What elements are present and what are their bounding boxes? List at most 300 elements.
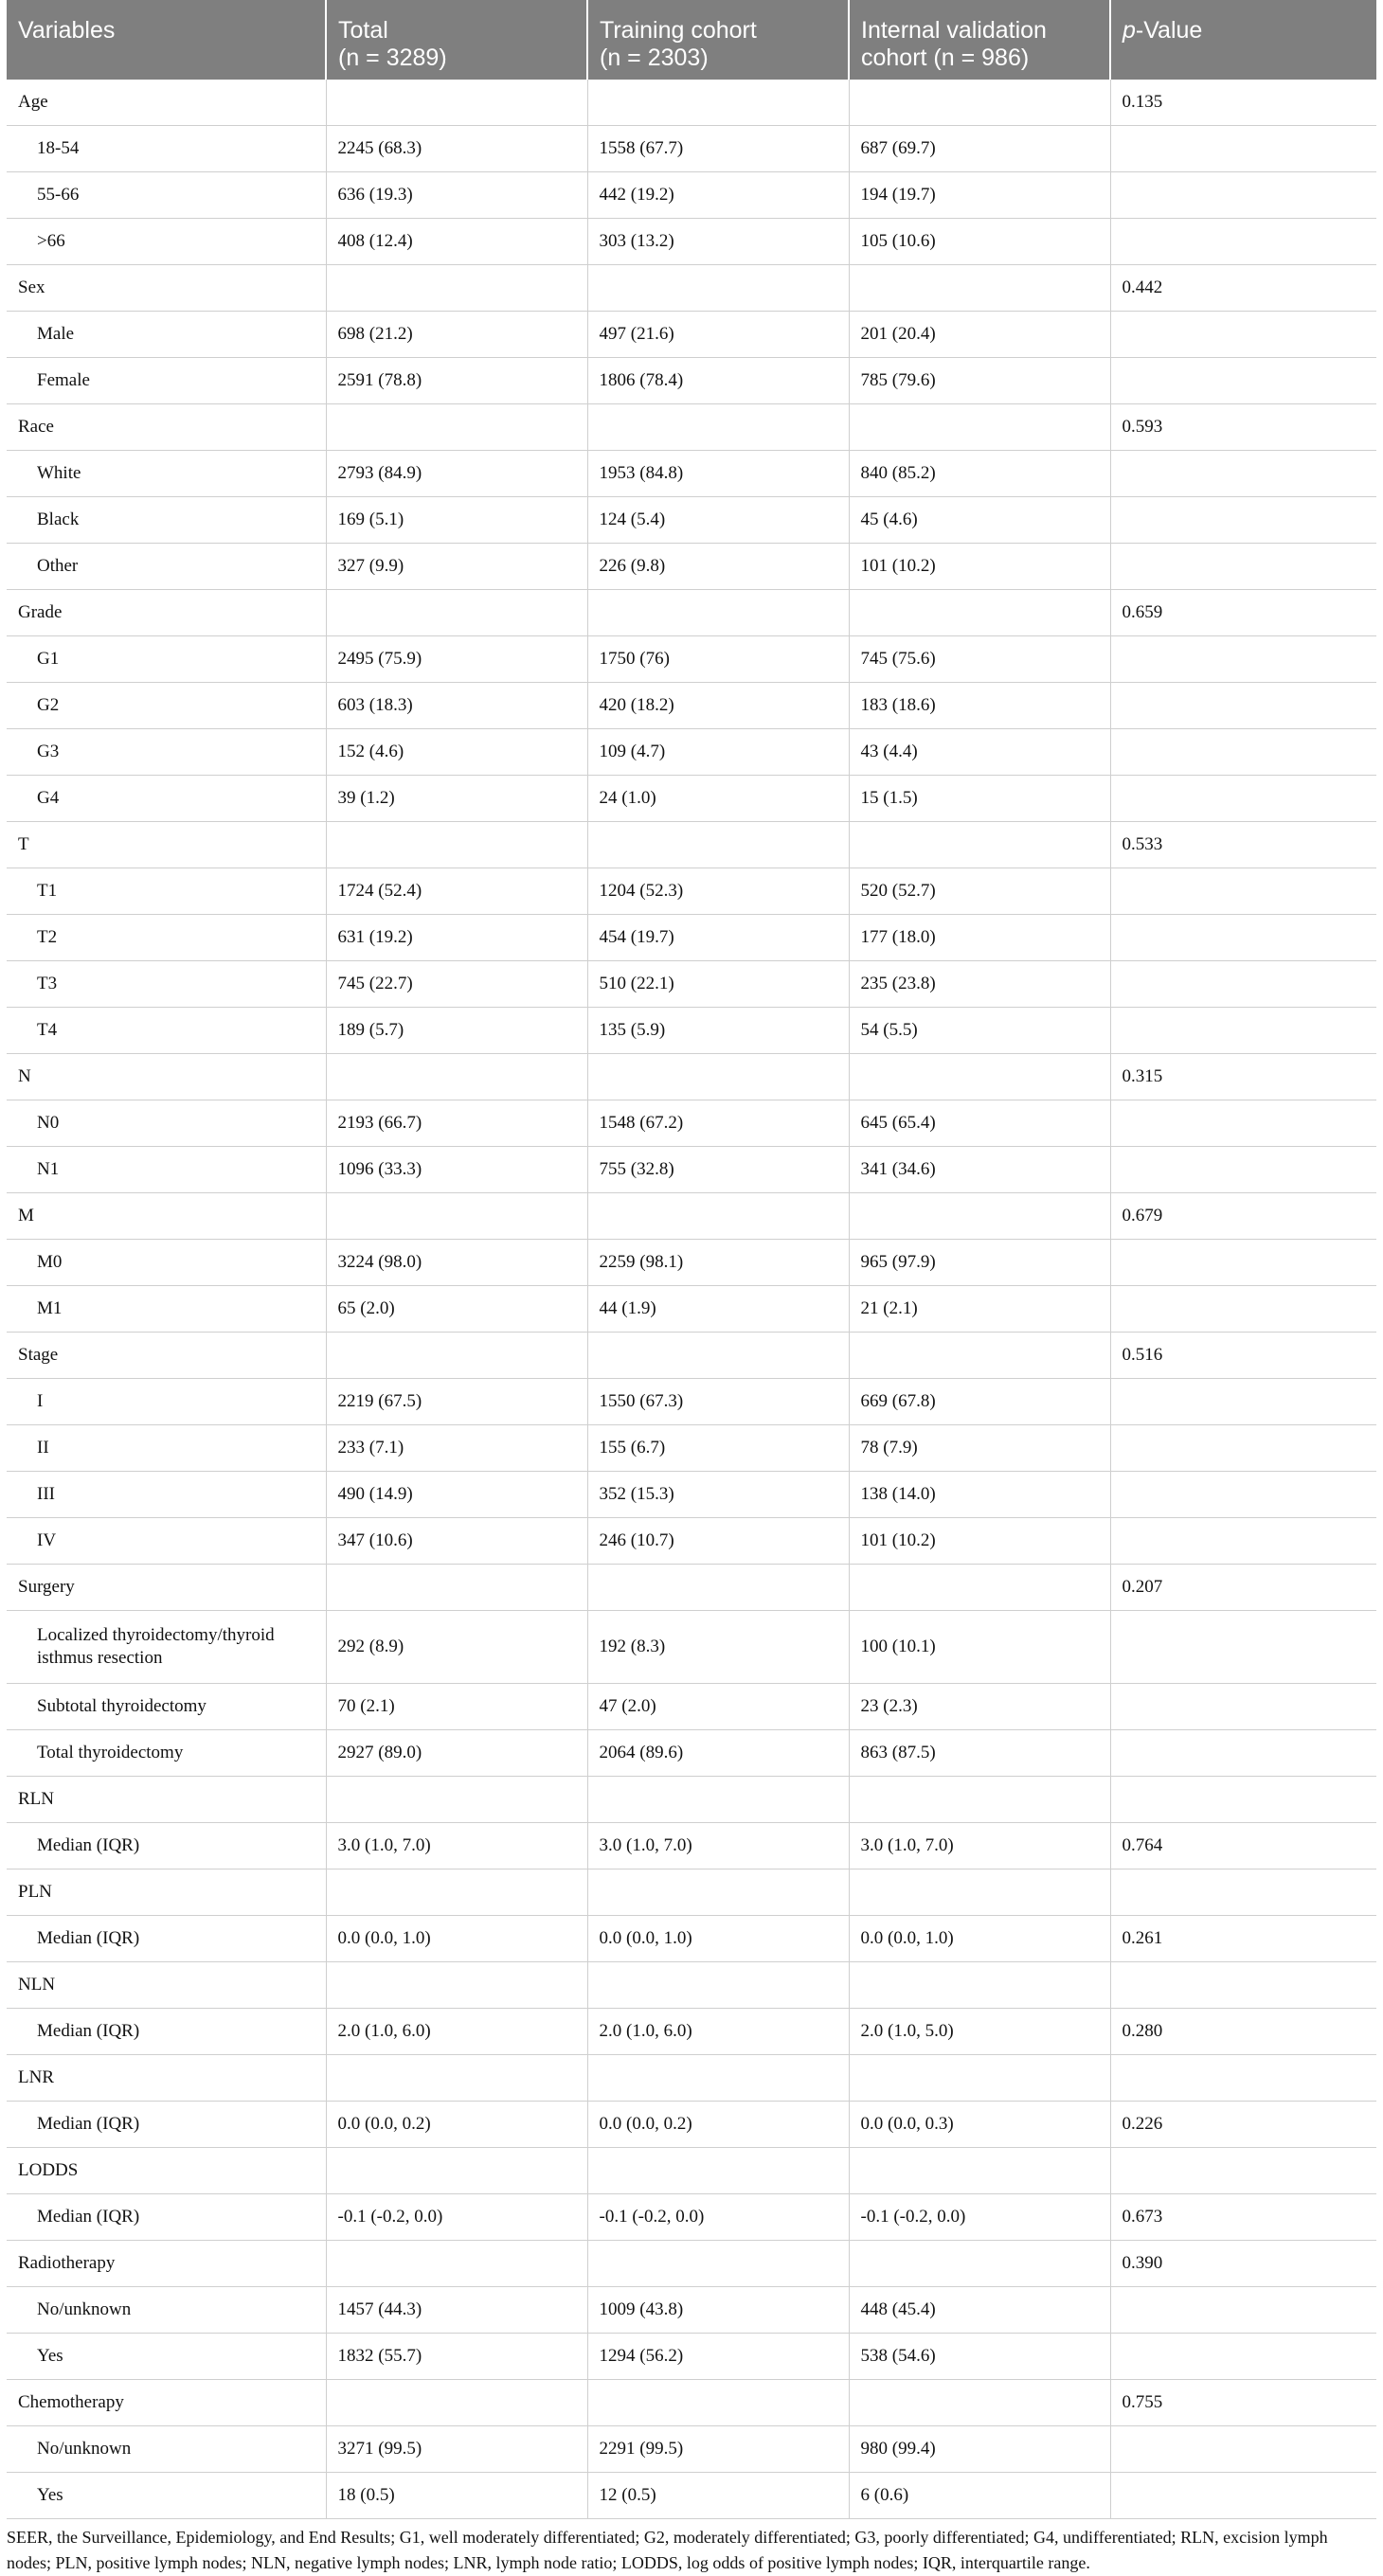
table-row <box>7 1730 1376 1777</box>
training-cell: 1806 (78.4) <box>587 358 849 404</box>
total-cell <box>326 80 587 126</box>
validation-cell: 54 (5.5) <box>849 1008 1110 1054</box>
row-label-cell: Median (IQR) <box>7 2194 326 2241</box>
validation-cell <box>849 265 1110 312</box>
p-value-cell: 0.442 <box>1110 265 1376 312</box>
row-label-cell: Stage <box>7 1333 326 1379</box>
training-cell <box>587 2148 849 2194</box>
row-label-cell: NLN <box>7 1962 326 2009</box>
total-cell: 347 (10.6) <box>326 1518 587 1565</box>
p-value-cell <box>1110 1472 1376 1518</box>
p-value-cell <box>1110 868 1376 915</box>
row-label-cell: II <box>7 1425 326 1472</box>
training-cell: 454 (19.7) <box>587 915 849 961</box>
validation-cell <box>849 590 1110 636</box>
training-cell: 2259 (98.1) <box>587 1240 849 1286</box>
row-label-cell: Median (IQR) <box>7 1823 326 1869</box>
training-cell: 47 (2.0) <box>587 1684 849 1730</box>
training-cell: 192 (8.3) <box>587 1611 849 1684</box>
validation-cell: 785 (79.6) <box>849 358 1110 404</box>
training-cell <box>587 2241 849 2287</box>
p-value-cell: 0.261 <box>1110 1916 1376 1962</box>
row-label-cell: Male <box>7 312 326 358</box>
row-label-cell: M <box>7 1193 326 1240</box>
training-cell: 510 (22.1) <box>587 961 849 1008</box>
training-cell <box>587 1054 849 1100</box>
row-label-cell: T4 <box>7 1008 326 1054</box>
header-total-label: Total <box>338 17 388 44</box>
total-cell: 70 (2.1) <box>326 1684 587 1730</box>
p-value-cell <box>1110 1518 1376 1565</box>
validation-cell: 138 (14.0) <box>849 1472 1110 1518</box>
table-row <box>7 1684 1376 1730</box>
table-row <box>7 451 1376 497</box>
validation-cell: 21 (2.1) <box>849 1286 1110 1333</box>
validation-cell: 840 (85.2) <box>849 451 1110 497</box>
total-cell: 292 (8.9) <box>326 1611 587 1684</box>
p-value-cell <box>1110 2473 1376 2519</box>
row-label-cell: IV <box>7 1518 326 1565</box>
row-label-cell: M0 <box>7 1240 326 1286</box>
row-label-cell: T1 <box>7 868 326 915</box>
header-training-label: Training cohort <box>600 17 757 44</box>
validation-cell: 645 (65.4) <box>849 1100 1110 1147</box>
row-label-cell: T <box>7 822 326 868</box>
header-training-n: (n = 2303) <box>600 45 709 71</box>
p-value-cell: 0.764 <box>1110 1823 1376 1869</box>
header-total-n: (n = 3289) <box>338 45 447 71</box>
total-cell: 631 (19.2) <box>326 915 587 961</box>
row-label-cell: Race <box>7 404 326 451</box>
p-value-cell <box>1110 636 1376 683</box>
training-cell: 352 (15.3) <box>587 1472 849 1518</box>
total-cell: 2793 (84.9) <box>326 451 587 497</box>
total-cell: -0.1 (-0.2, 0.0) <box>326 2194 587 2241</box>
p-value-cell <box>1110 2334 1376 2380</box>
total-cell: 603 (18.3) <box>326 683 587 729</box>
total-cell <box>326 2148 587 2194</box>
row-label-cell: G3 <box>7 729 326 776</box>
p-value-cell <box>1110 1684 1376 1730</box>
table-row <box>7 683 1376 729</box>
table-row <box>7 915 1376 961</box>
total-cell <box>326 404 587 451</box>
validation-cell: 201 (20.4) <box>849 312 1110 358</box>
row-label-cell: G1 <box>7 636 326 683</box>
row-label-cell: Total thyroidectomy <box>7 1730 326 1777</box>
validation-cell: 3.0 (1.0, 7.0) <box>849 1823 1110 1869</box>
total-cell: 2193 (66.7) <box>326 1100 587 1147</box>
validation-cell <box>849 404 1110 451</box>
validation-cell: 687 (69.7) <box>849 126 1110 172</box>
validation-cell <box>849 1193 1110 1240</box>
total-cell <box>326 1193 587 1240</box>
row-label-cell: Median (IQR) <box>7 2009 326 2055</box>
training-cell <box>587 1777 849 1823</box>
validation-cell: -0.1 (-0.2, 0.0) <box>849 2194 1110 2241</box>
total-cell <box>326 1054 587 1100</box>
training-cell: 442 (19.2) <box>587 172 849 219</box>
row-label-cell: N0 <box>7 1100 326 1147</box>
row-label-cell: LNR <box>7 2055 326 2102</box>
table-row <box>7 1286 1376 1333</box>
row-label-cell: RLN <box>7 1777 326 1823</box>
header-p-value <box>1110 0 1376 80</box>
validation-cell: 448 (45.4) <box>849 2287 1110 2334</box>
row-label-cell: Sex <box>7 265 326 312</box>
p-value-cell <box>1110 2426 1376 2473</box>
table-row <box>7 1240 1376 1286</box>
validation-cell <box>849 2148 1110 2194</box>
total-cell: 0.0 (0.0, 1.0) <box>326 1916 587 1962</box>
p-value-cell: 0.516 <box>1110 1333 1376 1379</box>
validation-cell: 980 (99.4) <box>849 2426 1110 2473</box>
total-cell: 1724 (52.4) <box>326 868 587 915</box>
validation-cell <box>849 1777 1110 1823</box>
row-label-cell: PLN <box>7 1869 326 1916</box>
total-cell: 636 (19.3) <box>326 172 587 219</box>
p-value-cell <box>1110 1379 1376 1425</box>
p-value-cell: 0.673 <box>1110 2194 1376 2241</box>
total-cell: 408 (12.4) <box>326 219 587 265</box>
p-value-cell <box>1110 2287 1376 2334</box>
total-cell: 2591 (78.8) <box>326 358 587 404</box>
table-row <box>7 2102 1376 2148</box>
training-cell: 109 (4.7) <box>587 729 849 776</box>
header-total <box>326 0 587 80</box>
validation-cell: 101 (10.2) <box>849 1518 1110 1565</box>
table-row <box>7 126 1376 172</box>
total-cell: 2219 (67.5) <box>326 1379 587 1425</box>
table-row <box>7 312 1376 358</box>
total-cell: 18 (0.5) <box>326 2473 587 2519</box>
p-value-cell <box>1110 497 1376 544</box>
p-value-cell: 0.593 <box>1110 404 1376 451</box>
total-cell <box>326 265 587 312</box>
header-validation-n: cohort (n = 986) <box>861 45 1030 71</box>
table-row <box>7 1565 1376 1611</box>
row-label-cell: I <box>7 1379 326 1425</box>
training-cell: 1550 (67.3) <box>587 1379 849 1425</box>
training-cell: 12 (0.5) <box>587 2473 849 2519</box>
training-cell: 246 (10.7) <box>587 1518 849 1565</box>
training-cell: 755 (32.8) <box>587 1147 849 1193</box>
total-cell <box>326 1565 587 1611</box>
table-row <box>7 1333 1376 1379</box>
training-cell <box>587 822 849 868</box>
row-label-cell: No/unknown <box>7 2426 326 2473</box>
row-label-cell: Yes <box>7 2334 326 2380</box>
table-row <box>7 1100 1376 1147</box>
training-cell: 44 (1.9) <box>587 1286 849 1333</box>
training-cell: 3.0 (1.0, 7.0) <box>587 1823 849 1869</box>
table-row <box>7 1962 1376 2009</box>
p-value-cell <box>1110 776 1376 822</box>
validation-cell: 194 (19.7) <box>849 172 1110 219</box>
p-value-cell <box>1110 915 1376 961</box>
total-cell: 3271 (99.5) <box>326 2426 587 2473</box>
row-label-cell: Other <box>7 544 326 590</box>
table-row <box>7 2055 1376 2102</box>
validation-cell: 45 (4.6) <box>849 497 1110 544</box>
validation-cell: 105 (10.6) <box>849 219 1110 265</box>
table-row <box>7 2287 1376 2334</box>
table-container <box>7 0 1376 2576</box>
table-row <box>7 1823 1376 1869</box>
table-row <box>7 2380 1376 2426</box>
training-cell: 303 (13.2) <box>587 219 849 265</box>
p-value-cell: 0.533 <box>1110 822 1376 868</box>
table-row <box>7 544 1376 590</box>
p-value-cell <box>1110 1100 1376 1147</box>
validation-cell <box>849 80 1110 126</box>
validation-cell <box>849 2241 1110 2287</box>
total-cell <box>326 1333 587 1379</box>
row-label-cell: LODDS <box>7 2148 326 2194</box>
training-cell <box>587 1962 849 2009</box>
validation-cell: 101 (10.2) <box>849 544 1110 590</box>
training-cell <box>587 80 849 126</box>
validation-cell <box>849 1333 1110 1379</box>
baseline-characteristics-table <box>7 0 1376 2519</box>
validation-cell <box>849 1054 1110 1100</box>
p-value-cell: 0.679 <box>1110 1193 1376 1240</box>
table-row <box>7 2148 1376 2194</box>
header-variables <box>7 0 326 80</box>
p-value-cell: 0.135 <box>1110 80 1376 126</box>
total-cell: 2927 (89.0) <box>326 1730 587 1777</box>
p-value-cell <box>1110 1425 1376 1472</box>
p-value-cell <box>1110 172 1376 219</box>
table-row <box>7 2426 1376 2473</box>
p-value-cell: 0.226 <box>1110 2102 1376 2148</box>
validation-cell: 0.0 (0.0, 1.0) <box>849 1916 1110 1962</box>
table-row <box>7 590 1376 636</box>
training-cell <box>587 2380 849 2426</box>
training-cell: 0.0 (0.0, 1.0) <box>587 1916 849 1962</box>
table-row <box>7 1611 1376 1684</box>
validation-cell: 78 (7.9) <box>849 1425 1110 1472</box>
training-cell <box>587 1869 849 1916</box>
header-validation <box>849 0 1110 80</box>
header-validation-label: Internal validation <box>861 17 1047 44</box>
row-label-cell: Chemotherapy <box>7 2380 326 2426</box>
training-cell: 1750 (76) <box>587 636 849 683</box>
row-label-cell: III <box>7 1472 326 1518</box>
header-p-prefix: p <box>1123 17 1136 44</box>
p-value-cell <box>1110 219 1376 265</box>
total-cell: 169 (5.1) <box>326 497 587 544</box>
table-row <box>7 2241 1376 2287</box>
row-label-cell: Grade <box>7 590 326 636</box>
table-row <box>7 2009 1376 2055</box>
table-row <box>7 2334 1376 2380</box>
training-cell <box>587 1333 849 1379</box>
validation-cell <box>849 1869 1110 1916</box>
total-cell: 152 (4.6) <box>326 729 587 776</box>
total-cell <box>326 2380 587 2426</box>
training-cell: 1204 (52.3) <box>587 868 849 915</box>
table-row <box>7 636 1376 683</box>
row-label-cell: Localized thyroidectomy/thyroid isthmus resection <box>7 1611 326 1684</box>
total-cell: 65 (2.0) <box>326 1286 587 1333</box>
total-cell: 1832 (55.7) <box>326 2334 587 2380</box>
total-cell: 490 (14.9) <box>326 1472 587 1518</box>
total-cell <box>326 590 587 636</box>
training-cell <box>587 404 849 451</box>
row-label-cell: T2 <box>7 915 326 961</box>
row-label-cell: M1 <box>7 1286 326 1333</box>
total-cell: 1457 (44.3) <box>326 2287 587 2334</box>
validation-cell: 183 (18.6) <box>849 683 1110 729</box>
training-cell <box>587 1193 849 1240</box>
table-row <box>7 1869 1376 1916</box>
table-row <box>7 729 1376 776</box>
p-value-cell: 0.280 <box>1110 2009 1376 2055</box>
p-value-cell <box>1110 1962 1376 2009</box>
validation-cell: 43 (4.4) <box>849 729 1110 776</box>
validation-cell: 2.0 (1.0, 5.0) <box>849 2009 1110 2055</box>
p-value-cell <box>1110 961 1376 1008</box>
row-label-cell: Subtotal thyroidectomy <box>7 1684 326 1730</box>
table-row <box>7 1193 1376 1240</box>
validation-cell: 15 (1.5) <box>849 776 1110 822</box>
table-row <box>7 961 1376 1008</box>
validation-cell: 341 (34.6) <box>849 1147 1110 1193</box>
total-cell <box>326 2055 587 2102</box>
row-label-cell: Female <box>7 358 326 404</box>
validation-cell: 100 (10.1) <box>849 1611 1110 1684</box>
row-label-cell: T3 <box>7 961 326 1008</box>
total-cell: 1096 (33.3) <box>326 1147 587 1193</box>
p-value-cell <box>1110 1240 1376 1286</box>
row-label-cell: >66 <box>7 219 326 265</box>
table-row <box>7 1916 1376 1962</box>
p-value-cell: 0.755 <box>1110 2380 1376 2426</box>
validation-cell: 520 (52.7) <box>849 868 1110 915</box>
row-label-cell: N <box>7 1054 326 1100</box>
table-row <box>7 1147 1376 1193</box>
validation-cell: 965 (97.9) <box>849 1240 1110 1286</box>
validation-cell: 745 (75.6) <box>849 636 1110 683</box>
validation-cell: 235 (23.8) <box>849 961 1110 1008</box>
p-value-cell <box>1110 1147 1376 1193</box>
table-row <box>7 1472 1376 1518</box>
validation-cell: 177 (18.0) <box>849 915 1110 961</box>
validation-cell <box>849 1962 1110 2009</box>
p-value-cell <box>1110 1611 1376 1684</box>
total-cell: 0.0 (0.0, 0.2) <box>326 2102 587 2148</box>
total-cell <box>326 822 587 868</box>
row-label-cell: 55-66 <box>7 172 326 219</box>
training-cell: -0.1 (-0.2, 0.0) <box>587 2194 849 2241</box>
table-row <box>7 80 1376 126</box>
p-value-cell <box>1110 683 1376 729</box>
row-label-cell: G2 <box>7 683 326 729</box>
p-value-cell <box>1110 1777 1376 1823</box>
p-value-cell <box>1110 1286 1376 1333</box>
validation-cell <box>849 822 1110 868</box>
p-value-cell: 0.207 <box>1110 1565 1376 1611</box>
total-cell <box>326 1777 587 1823</box>
row-label-cell: Median (IQR) <box>7 1916 326 1962</box>
p-value-cell: 0.659 <box>1110 590 1376 636</box>
p-value-cell: 0.390 <box>1110 2241 1376 2287</box>
table-row <box>7 2194 1376 2241</box>
validation-cell: 538 (54.6) <box>849 2334 1110 2380</box>
training-cell: 2064 (89.6) <box>587 1730 849 1777</box>
row-label-cell: G4 <box>7 776 326 822</box>
total-cell: 698 (21.2) <box>326 312 587 358</box>
table-row <box>7 1379 1376 1425</box>
total-cell: 3.0 (1.0, 7.0) <box>326 1823 587 1869</box>
training-cell: 226 (9.8) <box>587 544 849 590</box>
training-cell: 1548 (67.2) <box>587 1100 849 1147</box>
header-variables-label: Variables <box>18 17 116 44</box>
training-cell <box>587 590 849 636</box>
table-row <box>7 219 1376 265</box>
table-body <box>7 80 1376 2519</box>
table-row <box>7 1777 1376 1823</box>
total-cell <box>326 2241 587 2287</box>
table-row <box>7 2473 1376 2519</box>
validation-cell <box>849 2380 1110 2426</box>
training-cell: 1558 (67.7) <box>587 126 849 172</box>
training-cell: 2.0 (1.0, 6.0) <box>587 2009 849 2055</box>
validation-cell: 6 (0.6) <box>849 2473 1110 2519</box>
validation-cell: 23 (2.3) <box>849 1684 1110 1730</box>
p-value-cell: 0.315 <box>1110 1054 1376 1100</box>
table-row <box>7 1008 1376 1054</box>
training-cell <box>587 265 849 312</box>
training-cell: 0.0 (0.0, 0.2) <box>587 2102 849 2148</box>
training-cell <box>587 1565 849 1611</box>
table-row <box>7 868 1376 915</box>
row-label-cell: Median (IQR) <box>7 2102 326 2148</box>
row-label-cell: Surgery <box>7 1565 326 1611</box>
row-label-cell: Age <box>7 80 326 126</box>
total-cell: 2245 (68.3) <box>326 126 587 172</box>
p-value-cell <box>1110 2148 1376 2194</box>
training-cell: 1294 (56.2) <box>587 2334 849 2380</box>
header-training <box>587 0 849 80</box>
table-row <box>7 172 1376 219</box>
total-cell: 327 (9.9) <box>326 544 587 590</box>
validation-cell <box>849 2055 1110 2102</box>
training-cell: 135 (5.9) <box>587 1008 849 1054</box>
training-cell: 1009 (43.8) <box>587 2287 849 2334</box>
header-p-suffix: -Value <box>1135 17 1203 44</box>
training-cell: 155 (6.7) <box>587 1425 849 1472</box>
table-row <box>7 822 1376 868</box>
table-row <box>7 404 1376 451</box>
p-value-cell <box>1110 1730 1376 1777</box>
p-value-cell <box>1110 126 1376 172</box>
total-cell: 745 (22.7) <box>326 961 587 1008</box>
p-value-cell <box>1110 451 1376 497</box>
validation-cell: 863 (87.5) <box>849 1730 1110 1777</box>
table-row <box>7 358 1376 404</box>
total-cell <box>326 1869 587 1916</box>
row-label-cell: N1 <box>7 1147 326 1193</box>
table-row <box>7 1425 1376 1472</box>
p-value-cell <box>1110 1869 1376 1916</box>
table-row <box>7 1518 1376 1565</box>
p-value-cell <box>1110 2055 1376 2102</box>
training-cell: 124 (5.4) <box>587 497 849 544</box>
training-cell: 1953 (84.8) <box>587 451 849 497</box>
validation-cell <box>849 1565 1110 1611</box>
